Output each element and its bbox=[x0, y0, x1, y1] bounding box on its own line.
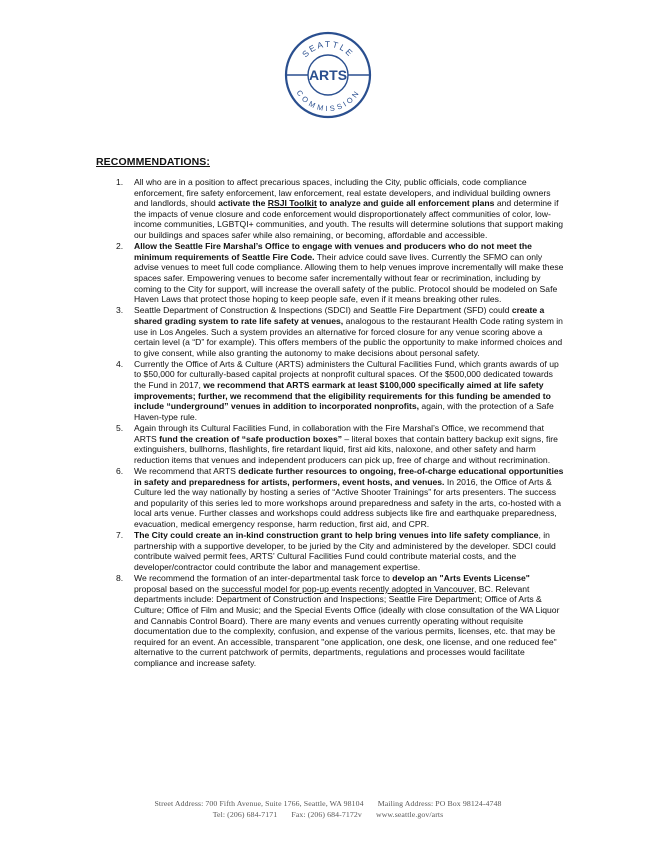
recommendation-item bbox=[116, 241, 564, 305]
recommendation-text bbox=[134, 305, 563, 357]
footer-telephone: Tel: (206) 684-7171 bbox=[212, 810, 278, 819]
recommendation-text-segment: We recommend the formation of an inter-departmental task force to bbox=[134, 573, 393, 584]
recommendation-text-segment: , BC. Relevant departments include: Department of Construction and Inspections; Seattle Fire Department; Office of Arts & Culture; Office of Film and Music; and the Special Events Office (ideally with close consultation of the WA Liquor and Cannabis Control Board). There are many events and venues currently operating without requisite documentation due to the complexity, confusion, and expense of the various permits, licenses, etc. that may be required for an event. An accessible, transparent "one application, one desk, one license, and one reduced fee" alternative to the current patchwork of permits, departments, regulations and processes would facilitate compliance and increase safety. bbox=[134, 583, 560, 668]
recommendation-text bbox=[134, 573, 559, 668]
recommendation-number: 4. bbox=[116, 358, 124, 369]
footer-fax: Fax: (206) 684-7172v bbox=[291, 810, 362, 819]
recommendation-text-segment: Again through its Cultural Facilities Fund, in collaboration with the Fire Marshal’s Office, we recommend that ARTS bbox=[134, 423, 544, 444]
footer-contact-line bbox=[0, 810, 656, 819]
footer-website[interactable]: www.seattle.gov/arts bbox=[375, 810, 444, 819]
logo-center-text: ARTS bbox=[308, 67, 348, 83]
arts-commission-seal-icon bbox=[283, 30, 373, 120]
recommendation-number: 6. bbox=[116, 466, 124, 476]
recommendation-text-segment: All who are in a position to affect precarious spaces, including the City, public officials, code compliance enforcement, fire safety enforcement, law enforcement, real estate developers, and individual building owners and landlords, should bbox=[134, 177, 551, 209]
logo-bottom-text: COMMISSION bbox=[294, 88, 362, 113]
recommendation-text-segment: to analyze and guide all enforcement plans bbox=[316, 198, 495, 209]
recommendation-text bbox=[134, 530, 556, 572]
footer-address-line bbox=[0, 799, 656, 808]
recommendation-text-segment: again, with the protection of a Safe Haven-type rule. bbox=[134, 401, 554, 422]
recommendations-list bbox=[116, 177, 564, 669]
arts-commission-logo bbox=[283, 30, 373, 120]
recommendation-text-segment: Their advice could save lives. Currently the SFMO can only advise venues to meet full code compliance. Allowing them to help venues improve incrementally will make these spaces safer. Empowering venues to become safer incrementally without fear or recrimination, including by coming to the City for support, will increase the overall safety of the public. Protocol should be modeled on Safe Haven Laws that protect those hoping to keep people safe, even if it means breaking other rules. bbox=[134, 251, 564, 305]
recommendation-text-segment: We recommend that ARTS bbox=[134, 466, 239, 476]
recommendation-text bbox=[134, 177, 563, 240]
footer-mailing-address: Mailing Address: PO Box 98124-4748 bbox=[377, 799, 502, 808]
recommendation-number: 7. bbox=[116, 530, 124, 541]
recommendation-item bbox=[116, 359, 564, 423]
logo-top-text: SEATTLE bbox=[299, 38, 357, 60]
recommendation-text bbox=[134, 359, 559, 422]
recommendation-text-segment: create a shared grading system to rate life safety at venues, bbox=[134, 305, 545, 326]
recommendation-text-segment: develop an "Arts Events License" bbox=[392, 573, 530, 584]
recommendation-text bbox=[134, 241, 563, 304]
footer-street-address: Street Address: 700 Fifth Avenue, Suite 1766, Seattle, WA 98104 bbox=[154, 799, 364, 808]
recommendation-number: 3. bbox=[116, 305, 124, 316]
recommendation-text-segment: analogous to the restaurant Health Code rating system in use in Los Angeles. Such a system provides an alternative for forced closure for any venue scoring above a certain level (a “D” for example). This offers members of the public the opportunity to make informed choices and to give consent, while also granting the autonomy to make decisions about personal safety. bbox=[134, 315, 563, 358]
recommendation-text bbox=[134, 466, 563, 529]
recommendation-text-segment: proposal based on the bbox=[134, 583, 222, 594]
recommendations-heading: RECOMMENDATIONS: bbox=[96, 156, 210, 168]
svg-text:SEATTLE bbox=[300, 39, 356, 59]
recommendation-text-segment: dedicate further resources to ongoing, free-of-charge educational opportunities in safety and preparedness for artists, performers, event hosts, and venues. bbox=[134, 466, 564, 487]
recommendation-number: 8. bbox=[116, 573, 124, 584]
recommendation-item bbox=[116, 466, 564, 530]
recommendation-item bbox=[116, 305, 564, 358]
recommendation-item bbox=[116, 177, 564, 241]
recommendation-text-segment: and determine if the impacts of venue closure and code enforcement would disproportionately affect communities of color, low-income communities, LGBTQI+ communities, and youth. The results will determine solutions that support making our buildings and spaces safer while also remaining, or becoming, affordable and accessible. bbox=[134, 198, 564, 240]
recommendation-text-segment: Allow the Seattle Fire Marshal’s Office to engage with venues and producers who do not meet the minimum requirements of Seattle Fire Code. bbox=[134, 241, 532, 262]
recommendation-number: 1. bbox=[116, 177, 124, 187]
recommendation-text-segment: Currently the Office of Arts & Culture (ARTS) administers the Cultural Facilities Fund, which grants awards of up to $50,000 for culturally-based capital projects at nonprofit cultural spaces. Of the $500,000 dedicated towards the Fund in 2017, bbox=[134, 358, 559, 391]
recommendation-text bbox=[134, 423, 558, 465]
recommendation-text-segment: , in partnership with a supportive developer, to be juried by the City and administered by the developer. SDCI could contribute waived permit fees, ARTS’ Cultural Facilities Fund could contribute material costs, and the developer/contractor could contribute the labor and management expertise. bbox=[134, 530, 556, 572]
recommendation-text-segment: – literal boxes that contain battery backup exit signs, fire extinguishers, bullhorns, flashlights, fire retardant liquid, first aid kits, naloxone, and other safety and harm reduction items that venues and independent producers can pick up, free of charge and without recrimination. bbox=[134, 433, 558, 465]
recommendation-number: 2. bbox=[116, 241, 124, 252]
recommendation-number: 5. bbox=[116, 423, 124, 434]
recommendation-text-segment: The City could create an in-kind construction grant to help bring venues into life safety compliance bbox=[134, 530, 539, 541]
recommendation-item bbox=[116, 423, 564, 465]
recommendation-link-text[interactable]: RSJI Toolkit bbox=[267, 198, 317, 209]
recommendation-item bbox=[116, 530, 564, 572]
recommendation-item bbox=[116, 573, 564, 668]
recommendation-text-segment: we recommend that ARTS earmark at least $100,000 specifically aimed at life safety improvements; further, we recommend that the eligibility requirements for this funding be amended to include “underground” venues in addition to incorporated nonprofits, bbox=[134, 380, 551, 412]
recommendation-text-segment: In 2016, the Office of Arts & Culture led the way nationally by hosting a series of “Active Shooter Trainings” for arts presenters. The success and popularity of this series led to more workshops around preparedness and safety in the arts, co-hosted with a local arts venue. Further classes and workshops could address subjects like fire and earthquake preparedness, evacuation, medical emergency response, harm reduction, first aid, and CPR. bbox=[134, 476, 562, 529]
recommendation-link-text[interactable]: successful model for pop-up events recently adopted in Vancouver bbox=[221, 583, 474, 594]
recommendation-text-segment: Seattle Department of Construction & Inspections (SDCI) and Seattle Fire Department (SFD) could bbox=[134, 305, 512, 316]
recommendation-text-segment: activate the bbox=[218, 198, 268, 209]
recommendation-text-segment: fund the creation of “safe production boxes” bbox=[159, 433, 343, 444]
